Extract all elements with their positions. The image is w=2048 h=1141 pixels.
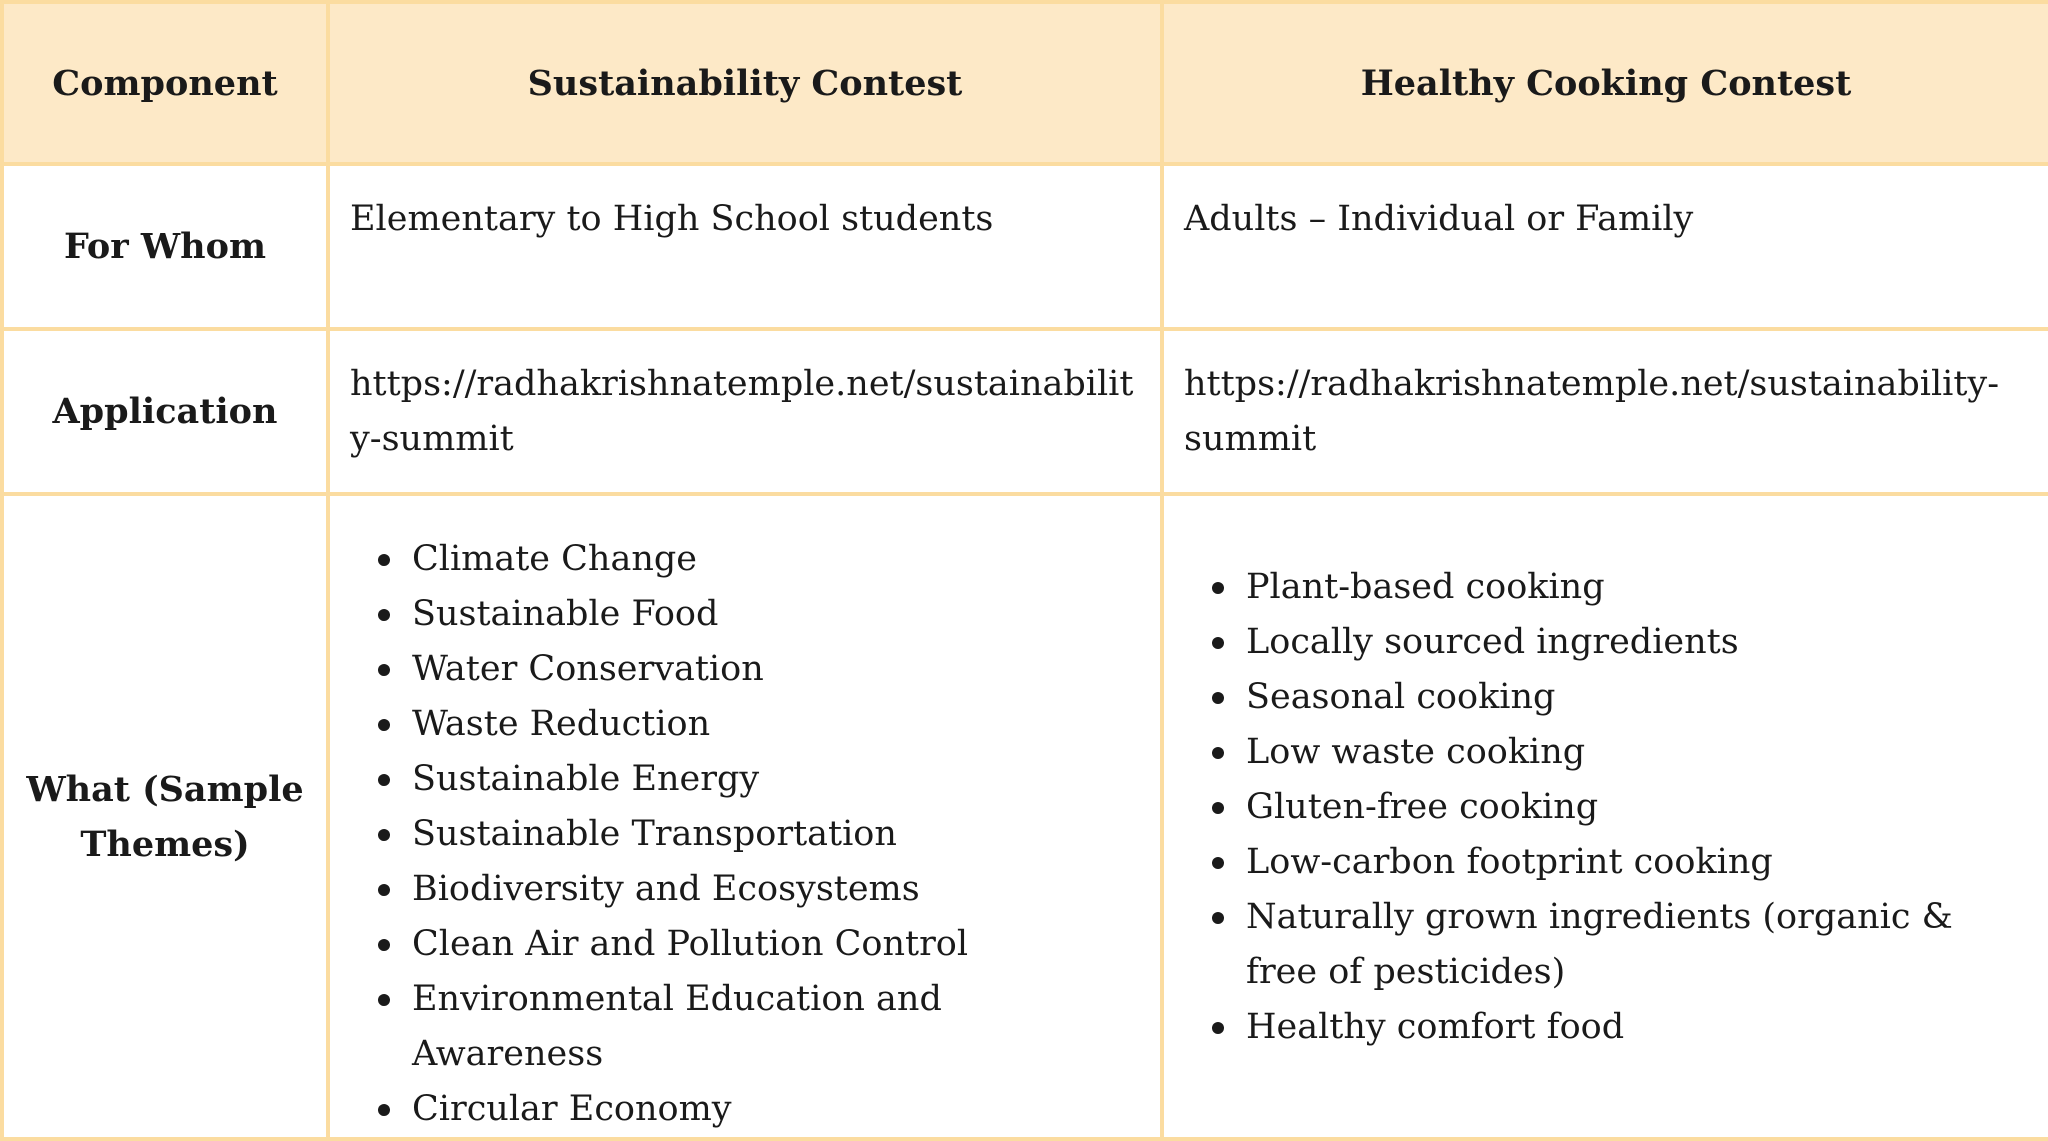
theme-list-item: Clean Air and Pollution Control bbox=[412, 917, 1144, 972]
theme-list-item: Water Conservation bbox=[412, 642, 1144, 697]
theme-list-item: Environmental Education and Awareness bbox=[412, 972, 1144, 1082]
theme-list-item: Locally sourced ingredients bbox=[1246, 615, 2032, 670]
sustainability-themes-cell bbox=[328, 494, 1162, 1139]
row-sample-themes bbox=[2, 494, 2048, 1139]
theme-list-item: Gluten-free cooking bbox=[1246, 780, 2032, 835]
row-label-sample-themes: What (Sample Themes) bbox=[2, 494, 328, 1139]
theme-list-item: Low waste cooking bbox=[1246, 725, 2032, 780]
header-sustainability-contest: Sustainability Contest bbox=[328, 2, 1162, 164]
sustainability-themes-list bbox=[346, 532, 1144, 1137]
theme-list-item: Biodiversity and Ecosystems bbox=[412, 862, 1144, 917]
theme-list-item: Naturally grown ingredients (organic & free of pesticides) bbox=[1246, 890, 2032, 1000]
theme-list-item: Waste Reduction bbox=[412, 697, 1144, 752]
cooking-themes-list bbox=[1180, 560, 2032, 1055]
for-whom-cooking: Adults – Individual or Family bbox=[1162, 164, 2048, 329]
theme-list-item: Low-carbon footprint cooking bbox=[1246, 835, 2032, 890]
theme-list-item: Healthy comfort food bbox=[1246, 1000, 2032, 1055]
application-link-sustainability[interactable]: https://radhakrishnatemple.net/sustainability-summit bbox=[328, 329, 1162, 494]
theme-list-item: Plant-based cooking bbox=[1246, 560, 2032, 615]
theme-list-item: Sustainable Energy bbox=[412, 752, 1144, 807]
application-link-cooking[interactable]: https://radhakrishnatemple.net/sustainability-summit bbox=[1162, 329, 2048, 494]
theme-list-item: Sustainable Transportation bbox=[412, 807, 1144, 862]
theme-list-item: Seasonal cooking bbox=[1246, 670, 2032, 725]
cooking-themes-cell bbox=[1162, 494, 2048, 1139]
theme-list-item: Climate Change bbox=[412, 532, 1144, 587]
row-for-whom bbox=[2, 164, 2048, 329]
header-healthy-cooking-contest: Healthy Cooking Contest bbox=[1162, 2, 2048, 164]
theme-list-item: Circular Economy bbox=[412, 1082, 1144, 1137]
header-component: Component bbox=[2, 2, 328, 164]
row-label-application: Application bbox=[2, 329, 328, 494]
theme-list-item: Sustainable Food bbox=[412, 587, 1144, 642]
header-row bbox=[2, 2, 2048, 164]
for-whom-sustainability: Elementary to High School students bbox=[328, 164, 1162, 329]
row-application bbox=[2, 329, 2048, 494]
row-label-for-whom: For Whom bbox=[2, 164, 328, 329]
